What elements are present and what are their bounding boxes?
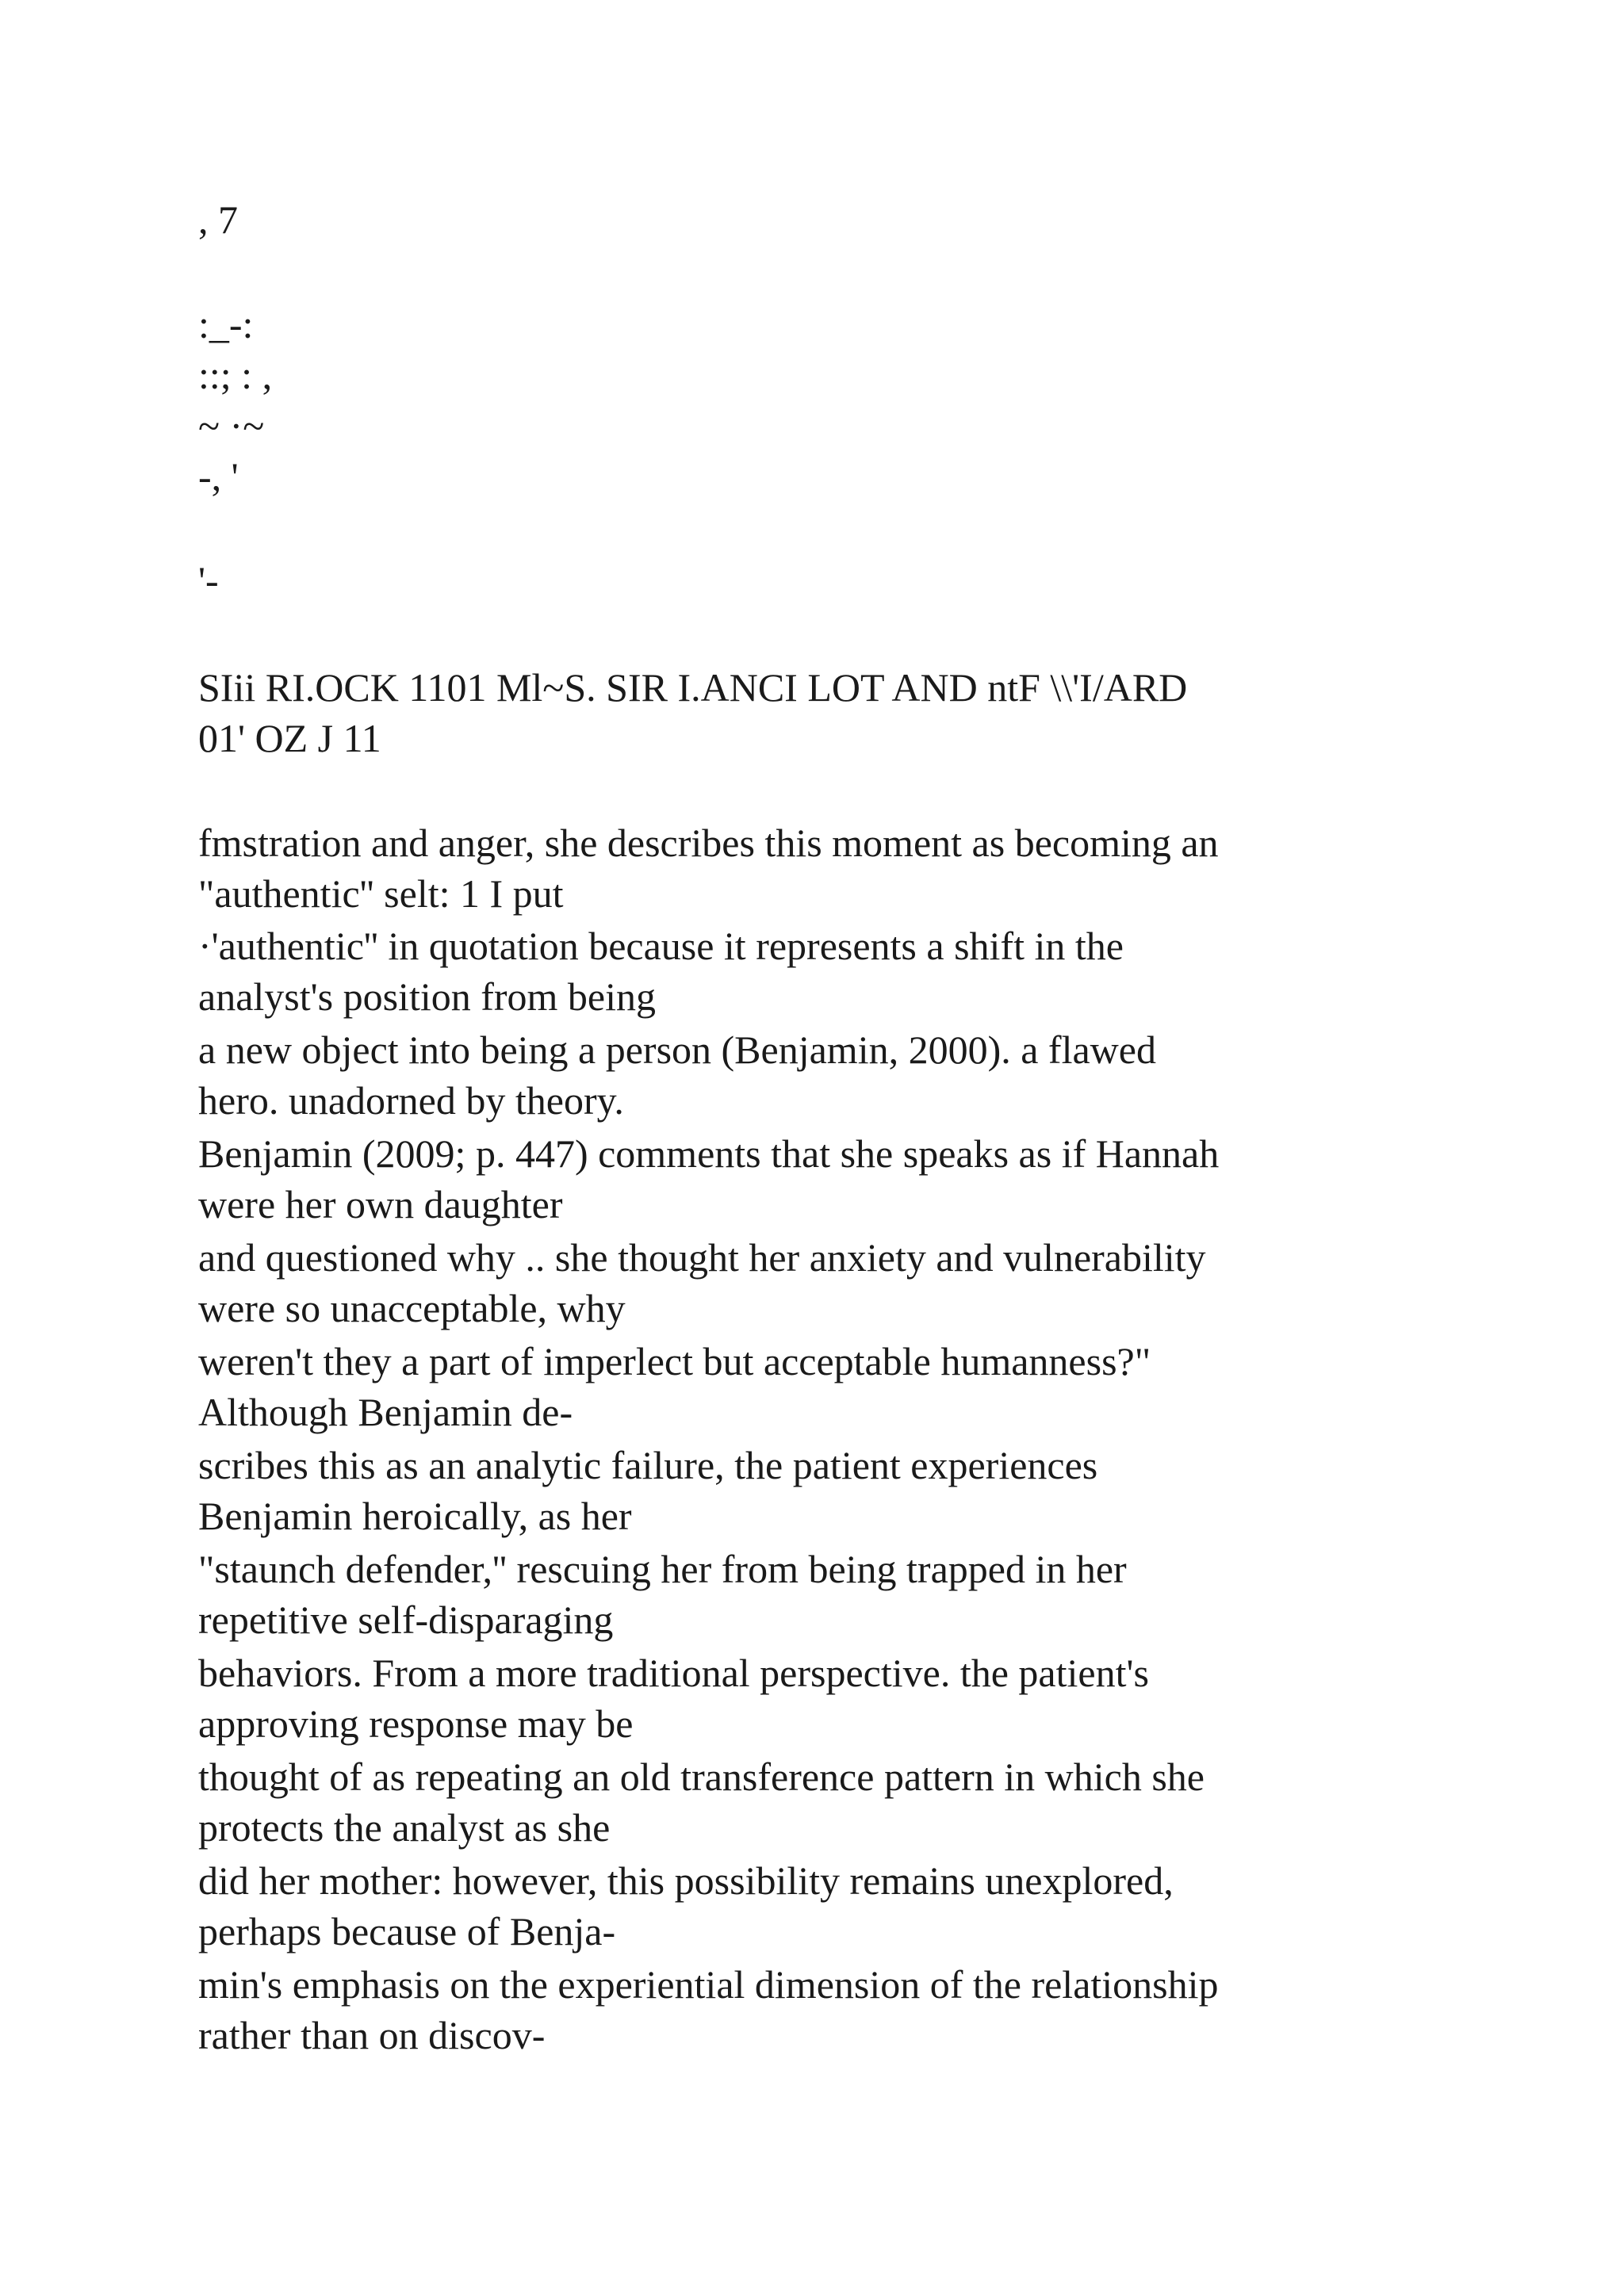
body-line: "staunch defender,'' rescuing her from being trapped in her — [198, 1547, 1127, 1591]
body-line: fmstration and anger, she describes this moment as becoming an — [198, 821, 1219, 865]
body-line: min's emphasis on the experiential dimension of the relationship — [198, 1962, 1219, 2007]
body-line: behaviors. From a more traditional perspective. the patient's — [198, 1651, 1149, 1695]
body-line: were so unacceptable, why — [198, 1286, 626, 1330]
body-line: thought of as repeating an old transference pattern in which she — [198, 1755, 1205, 1799]
body-line: hero. unadorned by theory. — [198, 1078, 624, 1123]
header-fragment: :_-: — [198, 302, 254, 346]
header-fragment: ~ ·~ — [198, 404, 265, 448]
body-line: ·'authentic'' in quotation because it represents a shift in the — [198, 924, 1124, 968]
running-head: SIii RI.OCK 1101 Ml~S. SIR I.ANCI LOT AND ntF \\'I/ARD — [198, 665, 1188, 710]
body-line: weren't they a part of imperlect but acceptable humanness?" — [198, 1339, 1151, 1383]
body-line: did her mother: however, this possibility remains unexplored, — [198, 1858, 1174, 1903]
body-line: repetitive self-disparaging — [198, 1598, 614, 1642]
header-fragment: , 7 — [198, 197, 238, 242]
body-line: a new object into being a person (Benjamin, 2000). a flawed — [198, 1027, 1156, 1072]
body-line: protects the analyst as she — [198, 1805, 611, 1850]
body-line: rather than on discov- — [198, 2013, 546, 2057]
header-fragment: -, ' — [198, 454, 239, 499]
body-line: scribes this as an analytic failure, the patient experiences — [198, 1443, 1098, 1487]
body-line: "authentic'' selt: 1 I put — [198, 871, 564, 916]
body-line: perhaps because of Benja- — [198, 1909, 616, 1954]
body-line: were her own daughter — [198, 1182, 563, 1226]
header-fragment: '- — [198, 558, 219, 603]
running-head: 01' OZ J 11 — [198, 716, 381, 760]
body-line: approving response may be — [198, 1701, 634, 1746]
header-fragment: ::; : , — [198, 353, 273, 397]
body-line: Although Benjamin de- — [198, 1390, 573, 1434]
body-line: and questioned why .. she thought her anxiety and vulnerability — [198, 1235, 1206, 1280]
body-line: Benjamin heroically, as her — [198, 1494, 632, 1538]
body-line: Benjamin (2009; p. 447) comments that she speaks as if Hannah — [198, 1131, 1220, 1176]
body-line: analyst's position from being — [198, 974, 657, 1019]
